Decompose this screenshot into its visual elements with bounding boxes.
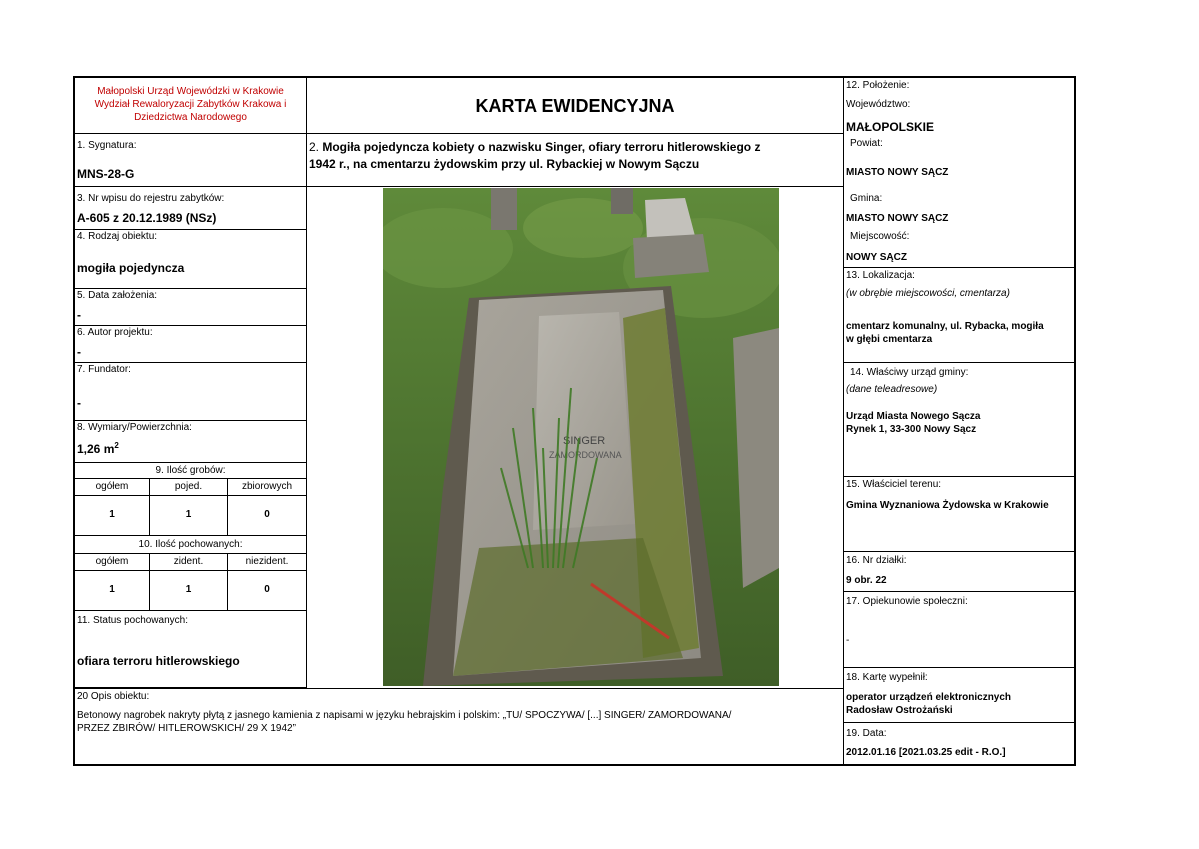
filled-value: operator urządzeń elektronicznych Radosław Ostrożański [846, 692, 1012, 716]
description-label: 20 Opis obiektu: [77, 691, 150, 702]
voivodeship-label: Województwo: [846, 99, 911, 110]
card-title-cell [307, 78, 844, 134]
filled-label: 18. Kartę wypełnił: [846, 672, 928, 683]
field-dimensions [75, 421, 307, 463]
graves-label: 9. Ilość grobów: [155, 465, 226, 476]
field-commune-office [844, 363, 1074, 477]
description-line-1: Betonowy nagrobek nakryty płytą z jasnego kamienia z napisami w języku hebrajskim i polskim: „TU/ SPOCZYWA/ [...] SINGER/ ZAMORDOWANA/ [77, 710, 732, 721]
institution-line-1: Małopolski Urząd Wojewódzki w Krakowie [97, 86, 284, 97]
guardians-value: - [846, 635, 850, 646]
buried-col-identified: zident. [150, 554, 228, 571]
field-location [844, 78, 1074, 268]
grave-photo [383, 188, 779, 686]
graves-col-single: pojed. [150, 479, 228, 496]
slab-inscription-2: ZAMORDOWANA [549, 450, 622, 460]
guardians-label: 17. Opiekunowie społeczni: [846, 596, 968, 607]
date-value: 2012.01.16 [2021.03.25 edit - R.O.] [846, 747, 1006, 758]
dimensions-sup: 2 [114, 441, 119, 450]
graves-total-value: 1 [75, 496, 150, 536]
institution-header [75, 78, 307, 134]
dimensions-label: 8. Wymiary/Powierzchnia: [77, 422, 192, 433]
graves-col-collective: zbiorowych [228, 479, 307, 496]
dimensions-value: 1,26 $m^2$ [77, 441, 119, 456]
graves-col-total: ogółem [75, 479, 150, 496]
date-label: 19. Data: [846, 728, 887, 739]
field-signatura [75, 134, 307, 187]
field-localization [844, 268, 1074, 363]
founder-label: 7. Fundator: [77, 364, 131, 375]
location-label: 12. Położenie: [846, 80, 910, 91]
county-label: Powiat: [850, 138, 883, 149]
object-name-cell [307, 134, 844, 187]
field-land-owner [844, 477, 1074, 552]
county-value: MIASTO NOWY SĄCZ [846, 167, 949, 178]
description-line-2: PRZEZ ZBIRÓW/ HITLEROWSKICH/ 29 X 1942” [77, 723, 296, 734]
graves-single-value: 1 [150, 496, 228, 536]
registry-label: 3. Nr wpisu do rejestru zabytków: [77, 193, 225, 204]
status-label: 11. Status pochowanych: [77, 615, 188, 626]
plot-label: 16. Nr działki: [846, 555, 907, 566]
buried-unidentified-value: 0 [228, 571, 307, 611]
localization-label: 13. Lokalizacja: [846, 270, 915, 281]
buried-identified-value: 1 [150, 571, 228, 611]
object-name-line-1: 2. Mogiła pojedyncza kobiety o nazwisku Singer, ofiary terroru hitlerowskiego z [309, 140, 761, 154]
localization-hint: (w obrębie miejscowości, cmentarza) [846, 288, 1010, 299]
type-value: mogiła pojedyncza [77, 261, 185, 275]
founded-value: - [77, 308, 81, 322]
field-plot [844, 552, 1074, 592]
field-founder [75, 363, 307, 421]
commune-value: MIASTO NOWY SĄCZ [846, 213, 949, 224]
author-value: - [77, 345, 81, 359]
owner-label: 15. Właściciel terenu: [846, 479, 942, 490]
office-value: Urząd Miasta Nowego Sącza Rynek 1, 33-300 Nowy Sącz [846, 411, 981, 435]
slab-inscription-1: SINGER [563, 435, 606, 447]
localization-value: cmentarz komunalny, ul. Rybacka, mogiła w głębi cmentarza [846, 321, 1044, 345]
founded-label: 5. Data założenia: [77, 290, 158, 301]
town-value: NOWY SĄCZ [846, 252, 907, 263]
author-label: 6. Autor projektu: [77, 327, 153, 338]
buried-header [75, 536, 307, 554]
graves-header [75, 463, 307, 479]
office-hint: (dane teleadresowe) [846, 384, 938, 395]
status-value: ofiara terroru hitlerowskiego [77, 654, 240, 668]
commune-label: Gmina: [850, 193, 883, 204]
plot-value: 9 obr. 22 [846, 575, 887, 586]
field-burial-status [75, 611, 307, 688]
field-author [75, 326, 307, 363]
type-label: 4. Rodzaj obiektu: [77, 231, 158, 242]
town-label: Miejscowość: [850, 231, 910, 242]
field-filled-by [844, 668, 1074, 723]
card-title: KARTA EWIDENCYJNA [475, 96, 675, 116]
field-object-type [75, 230, 307, 289]
buried-label: 10. Ilość pochowanych: [138, 539, 243, 550]
registry-value: A-605 z 20.12.1989 (NSz) [77, 211, 217, 225]
field-guardians [844, 592, 1074, 668]
field-registry [75, 187, 307, 230]
institution-line-2: Wydział Rewaloryzacji Zabytków Krakowa i [94, 99, 287, 110]
signatura-label: 1. Sygnatura: [77, 140, 137, 151]
voivodeship-value: MAŁOPOLSKIE [846, 120, 935, 134]
signatura-value: MNS-28-G [77, 167, 135, 181]
buried-col-total: ogółem [75, 554, 150, 571]
buried-total-value: 1 [75, 571, 150, 611]
founder-value: - [77, 396, 81, 410]
graves-collective-value: 0 [228, 496, 307, 536]
office-label: 14. Właściwy urząd gminy: [850, 367, 969, 378]
field-description [75, 688, 844, 764]
field-founded [75, 289, 307, 326]
object-name-line-2: 1942 r., na cmentarzu żydowskim przy ul. Rybackiej w Nowym Sączu [309, 157, 700, 171]
institution-line-3: Dziedzictwa Narodowego [134, 112, 247, 123]
field-date [844, 723, 1074, 764]
owner-value: Gmina Wyznaniowa Żydowska w Krakowie [846, 500, 1049, 511]
buried-col-unidentified: niezident. [228, 554, 307, 571]
